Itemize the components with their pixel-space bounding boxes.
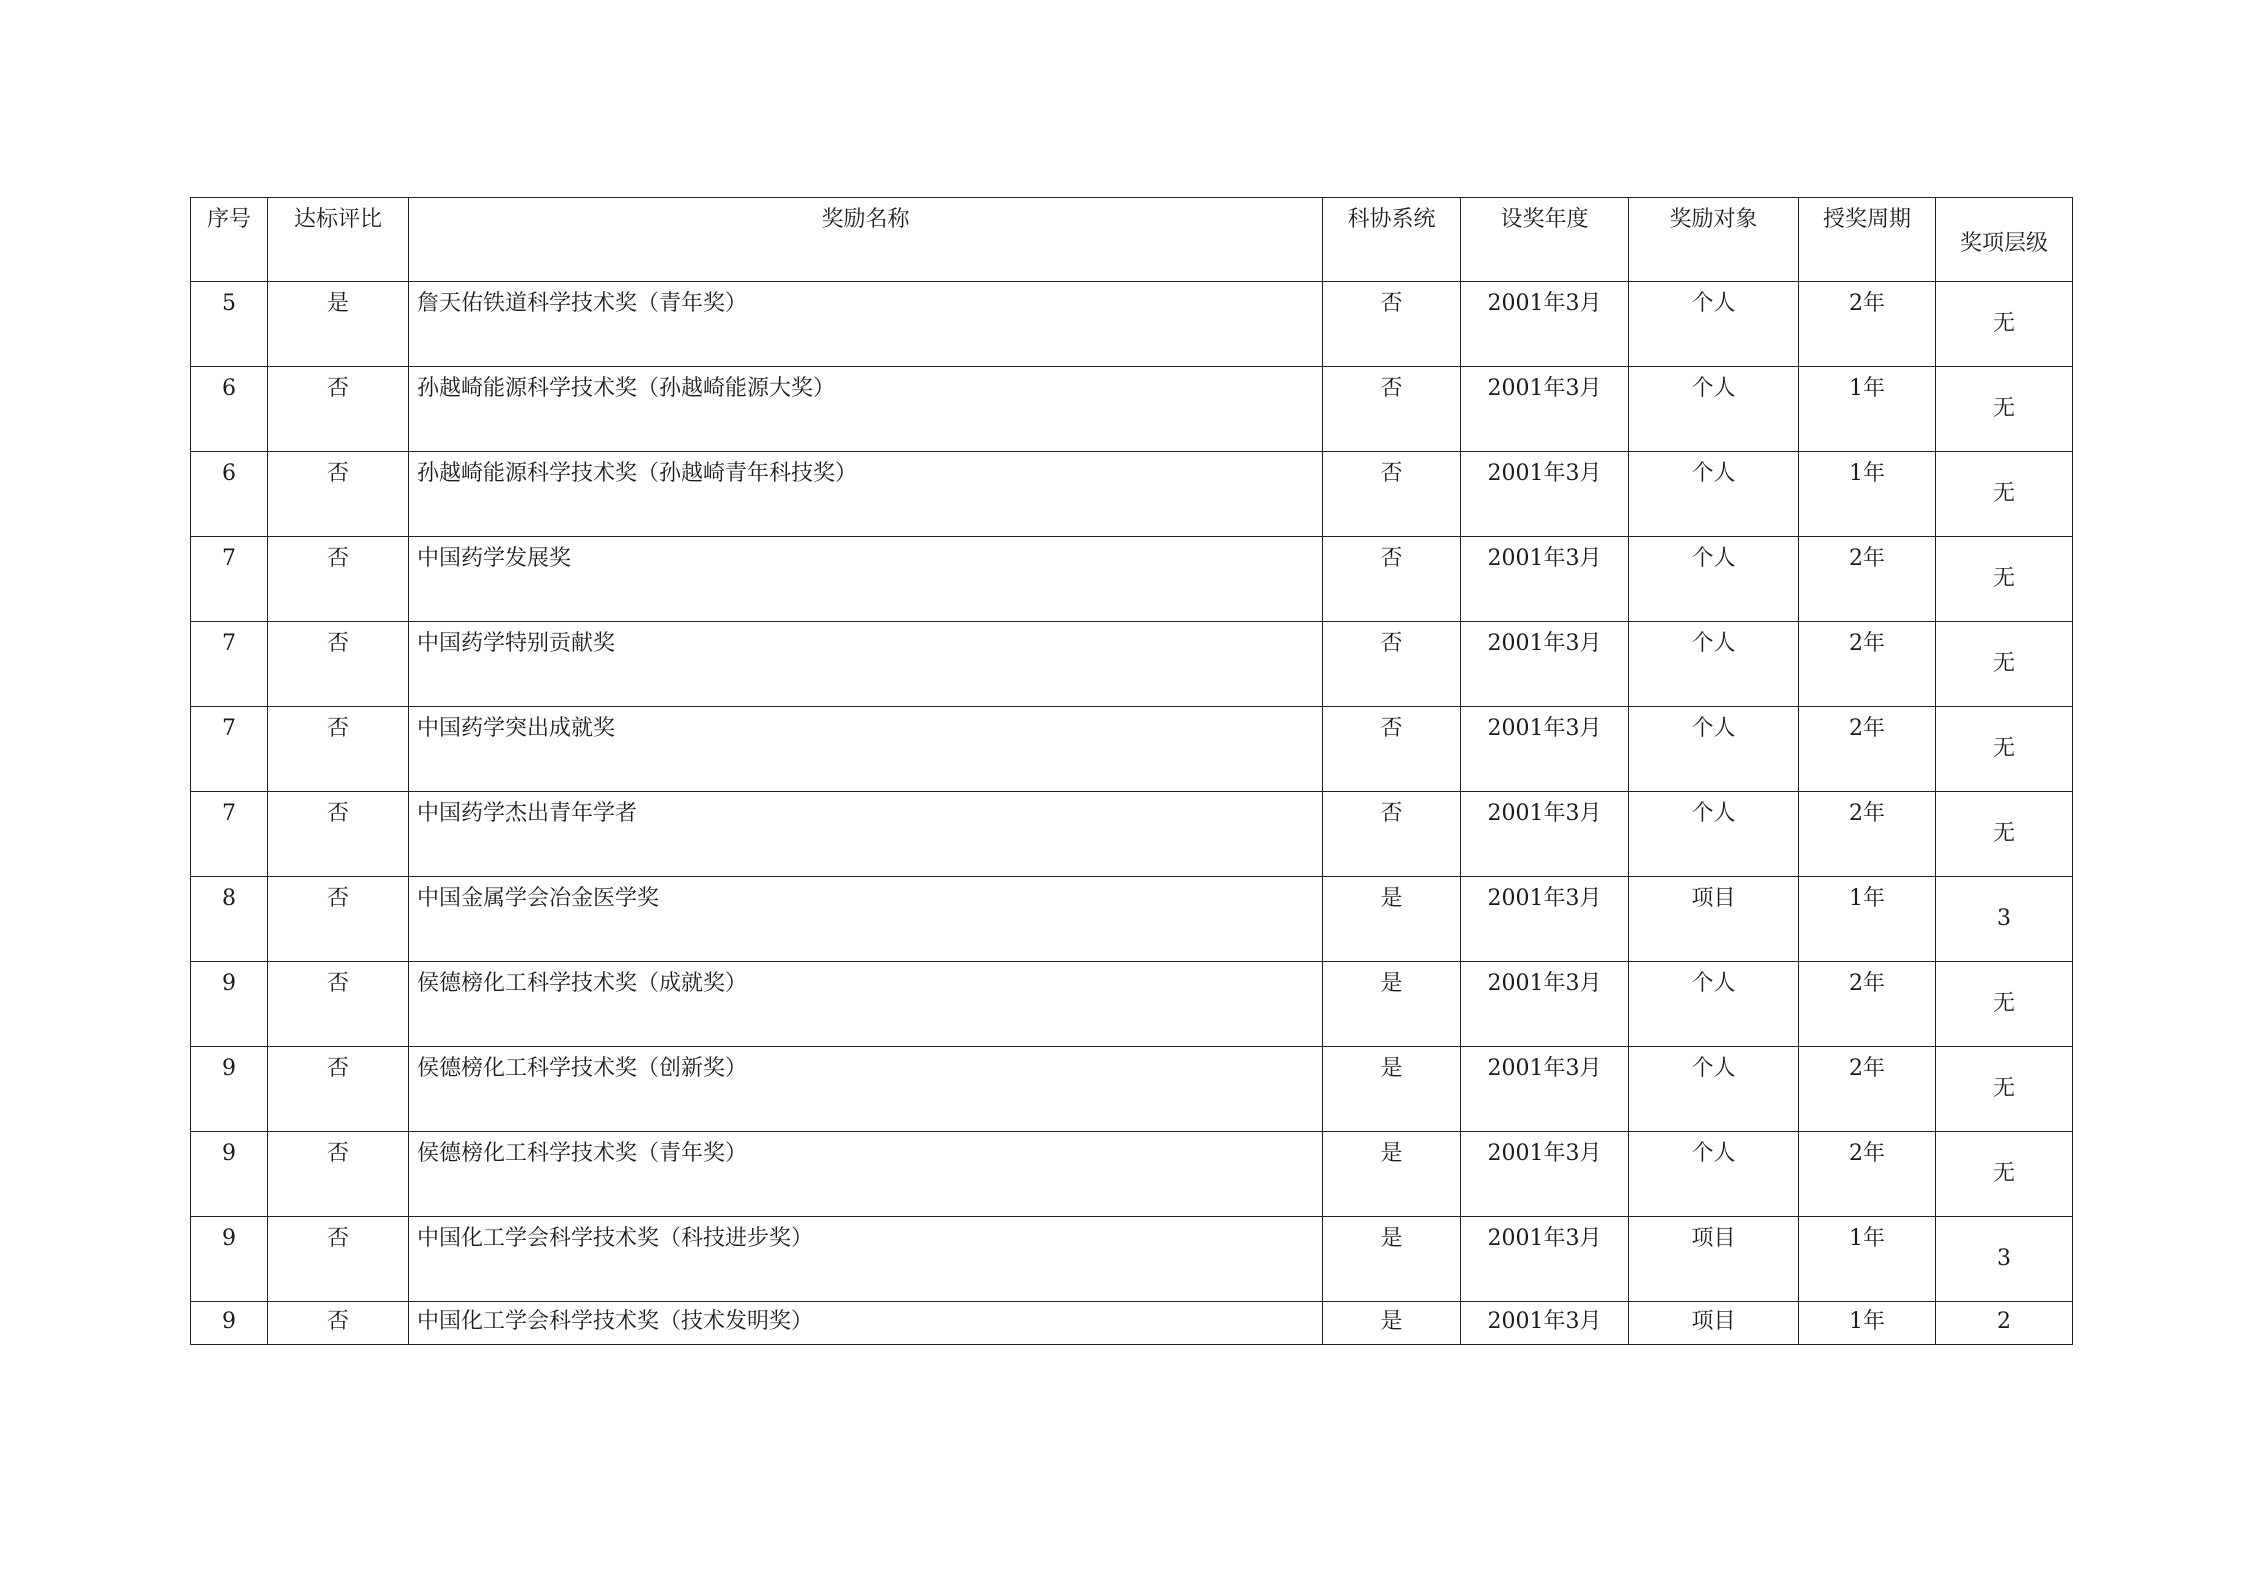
cell-target: 个人 xyxy=(1629,962,1799,1047)
table-row xyxy=(191,792,2073,877)
cell-year: 2001年3月 xyxy=(1461,877,1629,962)
header-cast: 科协系统 xyxy=(1323,198,1461,282)
cell-award-name: 中国药学突出成就奖 xyxy=(409,707,1323,792)
cell-seq: 6 xyxy=(191,452,268,537)
cell-year: 2001年3月 xyxy=(1461,1047,1629,1132)
cell-level: 无 xyxy=(1936,367,2073,452)
cell-standard: 否 xyxy=(268,707,409,792)
cell-year: 2001年3月 xyxy=(1461,1217,1629,1302)
table-row xyxy=(191,622,2073,707)
cell-cast-system: 是 xyxy=(1323,1047,1461,1132)
cell-standard: 否 xyxy=(268,537,409,622)
cell-year: 2001年3月 xyxy=(1461,1132,1629,1217)
cell-level: 无 xyxy=(1936,452,2073,537)
cell-standard: 否 xyxy=(268,452,409,537)
cell-award-name: 中国化工学会科学技术奖（技术发明奖） xyxy=(409,1302,1323,1345)
cell-award-name: 詹天佑铁道科学技术奖（青年奖） xyxy=(409,282,1323,367)
cell-cycle: 1年 xyxy=(1799,877,1936,962)
cell-seq: 9 xyxy=(191,1217,268,1302)
cell-award-name: 侯德榜化工科学技术奖（创新奖） xyxy=(409,1047,1323,1132)
table-row xyxy=(191,962,2073,1047)
cell-award-name: 中国药学杰出青年学者 xyxy=(409,792,1323,877)
cell-cast-system: 否 xyxy=(1323,792,1461,877)
cell-year: 2001年3月 xyxy=(1461,1302,1629,1345)
cell-target: 个人 xyxy=(1629,792,1799,877)
cell-cast-system: 否 xyxy=(1323,452,1461,537)
cell-level: 2 xyxy=(1936,1302,2073,1345)
cell-cycle: 2年 xyxy=(1799,1132,1936,1217)
cell-cycle: 2年 xyxy=(1799,1047,1936,1132)
cell-level: 无 xyxy=(1936,622,2073,707)
cell-award-name: 孙越崎能源科学技术奖（孙越崎青年科技奖） xyxy=(409,452,1323,537)
cell-target: 个人 xyxy=(1629,452,1799,537)
table-row xyxy=(191,877,2073,962)
table-row xyxy=(191,1132,2073,1217)
cell-cycle: 1年 xyxy=(1799,1217,1936,1302)
table-row xyxy=(191,707,2073,792)
cell-target: 个人 xyxy=(1629,707,1799,792)
cell-target: 个人 xyxy=(1629,1132,1799,1217)
cell-seq: 9 xyxy=(191,1132,268,1217)
cell-cast-system: 是 xyxy=(1323,1302,1461,1345)
cell-standard: 否 xyxy=(268,1047,409,1132)
cell-cast-system: 否 xyxy=(1323,282,1461,367)
cell-level: 无 xyxy=(1936,707,2073,792)
cell-target: 个人 xyxy=(1629,282,1799,367)
cell-cast-system: 是 xyxy=(1323,1217,1461,1302)
cell-target: 个人 xyxy=(1629,622,1799,707)
cell-year: 2001年3月 xyxy=(1461,282,1629,367)
header-cycle: 授奖周期 xyxy=(1799,198,1936,282)
cell-level: 3 xyxy=(1936,877,2073,962)
header-row xyxy=(191,198,2073,282)
cell-level: 无 xyxy=(1936,537,2073,622)
cell-award-name: 侯德榜化工科学技术奖（青年奖） xyxy=(409,1132,1323,1217)
header-standard: 达标评比 xyxy=(268,198,409,282)
cell-target: 项目 xyxy=(1629,1217,1799,1302)
cell-standard: 否 xyxy=(268,877,409,962)
cell-year: 2001年3月 xyxy=(1461,962,1629,1047)
cell-year: 2001年3月 xyxy=(1461,707,1629,792)
cell-cycle: 1年 xyxy=(1799,452,1936,537)
cell-cast-system: 否 xyxy=(1323,537,1461,622)
cell-seq: 7 xyxy=(191,792,268,877)
table-row xyxy=(191,1302,2073,1345)
cell-year: 2001年3月 xyxy=(1461,622,1629,707)
cell-seq: 7 xyxy=(191,537,268,622)
cell-standard: 是 xyxy=(268,282,409,367)
cell-standard: 否 xyxy=(268,1132,409,1217)
cell-cycle: 2年 xyxy=(1799,537,1936,622)
cell-seq: 5 xyxy=(191,282,268,367)
cell-cast-system: 否 xyxy=(1323,622,1461,707)
cell-target: 个人 xyxy=(1629,367,1799,452)
cell-year: 2001年3月 xyxy=(1461,792,1629,877)
cell-level: 无 xyxy=(1936,962,2073,1047)
cell-standard: 否 xyxy=(268,367,409,452)
cell-seq: 7 xyxy=(191,622,268,707)
cell-level: 无 xyxy=(1936,1047,2073,1132)
header-year: 设奖年度 xyxy=(1461,198,1629,282)
cell-cast-system: 是 xyxy=(1323,1132,1461,1217)
cell-level: 无 xyxy=(1936,282,2073,367)
header-level: 奖项层级 xyxy=(1936,198,2073,282)
cell-cast-system: 否 xyxy=(1323,367,1461,452)
table-row xyxy=(191,1217,2073,1302)
cell-cycle: 2年 xyxy=(1799,792,1936,877)
table-header xyxy=(191,198,2073,282)
table-row xyxy=(191,452,2073,537)
awards-table xyxy=(190,197,2073,1345)
cell-cycle: 1年 xyxy=(1799,1302,1936,1345)
cell-cycle: 2年 xyxy=(1799,282,1936,367)
cell-target: 个人 xyxy=(1629,1047,1799,1132)
cell-award-name: 侯德榜化工科学技术奖（成就奖） xyxy=(409,962,1323,1047)
header-target: 奖励对象 xyxy=(1629,198,1799,282)
cell-seq: 9 xyxy=(191,1047,268,1132)
cell-cast-system: 否 xyxy=(1323,707,1461,792)
cell-year: 2001年3月 xyxy=(1461,367,1629,452)
cell-level: 无 xyxy=(1936,1132,2073,1217)
table-row xyxy=(191,537,2073,622)
cell-seq: 9 xyxy=(191,962,268,1047)
cell-cycle: 2年 xyxy=(1799,707,1936,792)
cell-target: 个人 xyxy=(1629,537,1799,622)
table-row xyxy=(191,282,2073,367)
cell-seq: 6 xyxy=(191,367,268,452)
cell-level: 3 xyxy=(1936,1217,2073,1302)
cell-award-name: 中国化工学会科学技术奖（科技进步奖） xyxy=(409,1217,1323,1302)
cell-standard: 否 xyxy=(268,622,409,707)
cell-level: 无 xyxy=(1936,792,2073,877)
cell-standard: 否 xyxy=(268,1217,409,1302)
cell-seq: 9 xyxy=(191,1302,268,1345)
cell-target: 项目 xyxy=(1629,1302,1799,1345)
cell-cycle: 2年 xyxy=(1799,622,1936,707)
cell-target: 项目 xyxy=(1629,877,1799,962)
header-name: 奖励名称 xyxy=(409,198,1323,282)
cell-year: 2001年3月 xyxy=(1461,537,1629,622)
cell-cycle: 2年 xyxy=(1799,962,1936,1047)
cell-standard: 否 xyxy=(268,962,409,1047)
header-seq: 序号 xyxy=(191,198,268,282)
cell-standard: 否 xyxy=(268,1302,409,1345)
cell-cast-system: 是 xyxy=(1323,877,1461,962)
table-row xyxy=(191,1047,2073,1132)
cell-award-name: 中国药学发展奖 xyxy=(409,537,1323,622)
table-body xyxy=(191,282,2073,1345)
cell-seq: 8 xyxy=(191,877,268,962)
cell-cast-system: 是 xyxy=(1323,962,1461,1047)
cell-seq: 7 xyxy=(191,707,268,792)
table-row xyxy=(191,367,2073,452)
cell-year: 2001年3月 xyxy=(1461,452,1629,537)
cell-award-name: 中国药学特别贡献奖 xyxy=(409,622,1323,707)
cell-award-name: 孙越崎能源科学技术奖（孙越崎能源大奖） xyxy=(409,367,1323,452)
cell-award-name: 中国金属学会冶金医学奖 xyxy=(409,877,1323,962)
cell-standard: 否 xyxy=(268,792,409,877)
cell-cycle: 1年 xyxy=(1799,367,1936,452)
